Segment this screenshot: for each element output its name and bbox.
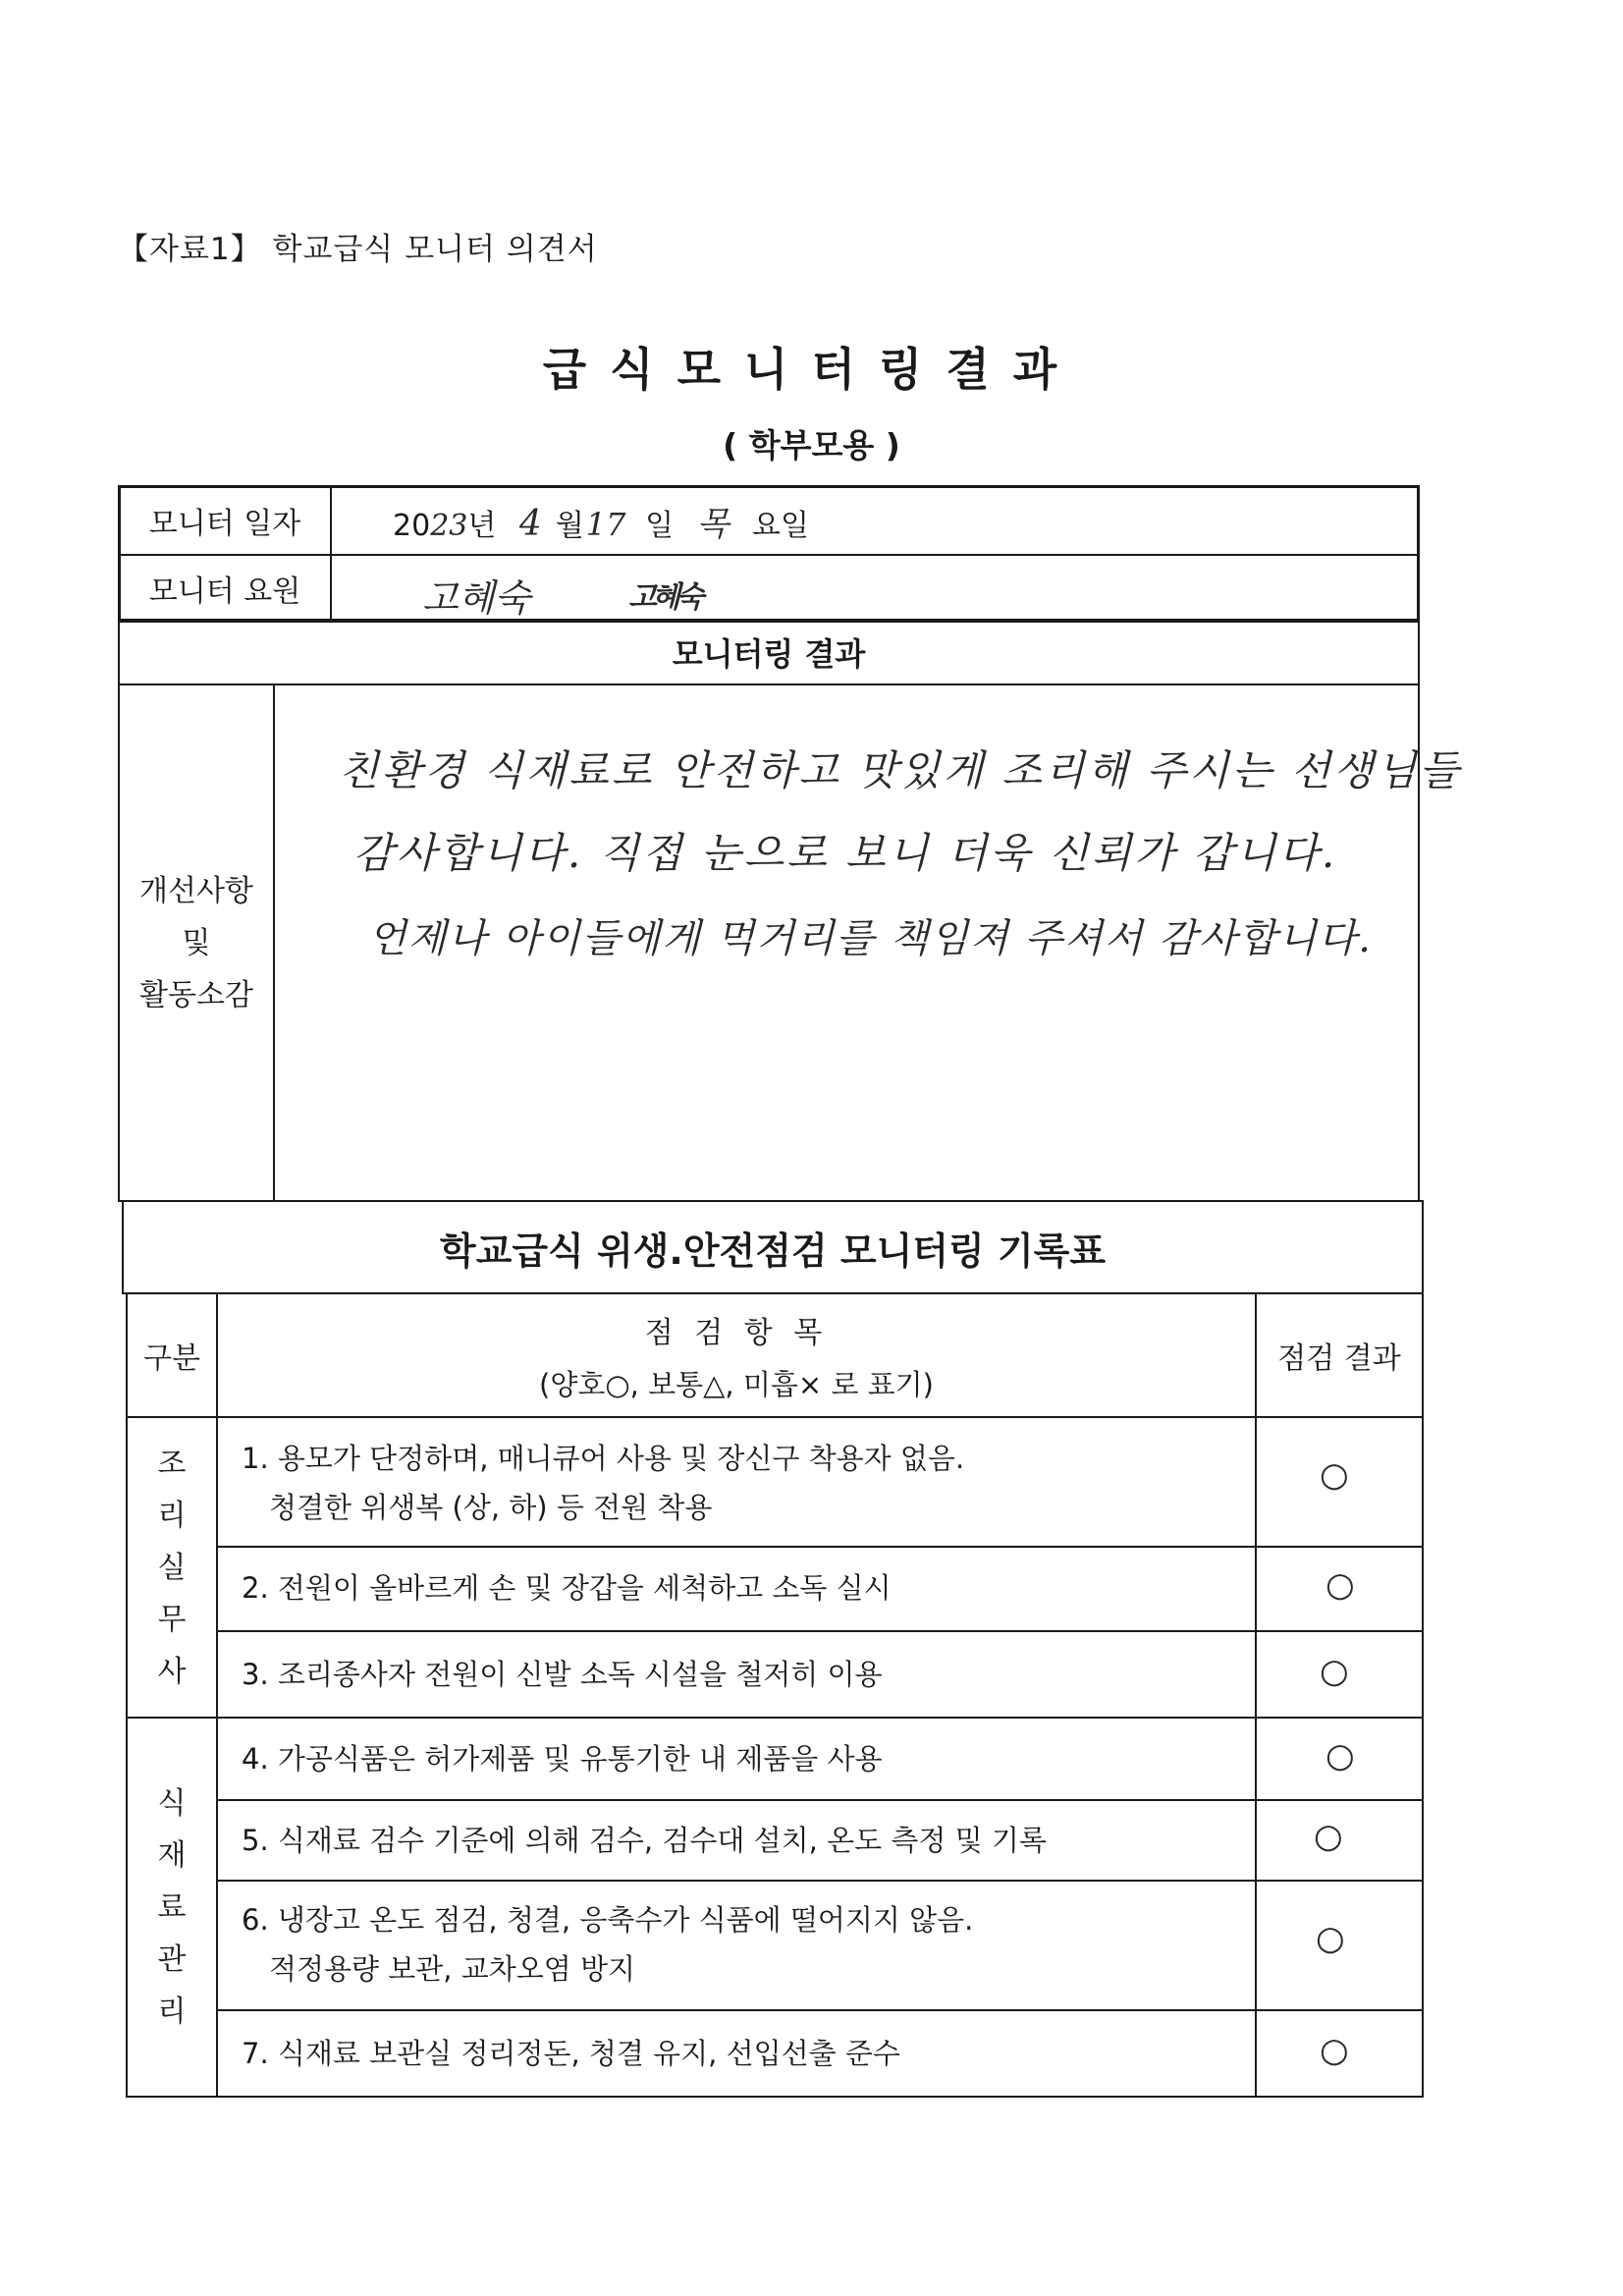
result-cell (1255, 1630, 1424, 1719)
check-mark: ○ (1316, 1919, 1345, 1958)
document-subtitle: ( 학부모용 ) (723, 426, 900, 465)
group-ingredient-char: 재 (157, 1837, 187, 1873)
col-items-header-line1: 점 검 항 목 (644, 1316, 829, 1350)
result-side-label-line1: 개선사항 (139, 873, 253, 908)
item-5-line1: 5. 식재료 검수 기준에 의해 검수, 검수대 설치, 온도 측정 및 기록 (242, 1824, 1047, 1857)
group-ingredient-char: 식 (157, 1785, 187, 1821)
group-ingredient-char: 리 (157, 1994, 187, 2029)
handwriting-line-1: 친환경 식재료로 안전하고 맛있게 조리해 주시는 선생님들 (339, 746, 1462, 794)
handwriting-line-3: 언제나 아이들에게 먹거리를 책임져 주셔서 감사합니다. (368, 916, 1374, 961)
check-mark: ○ (1314, 1817, 1343, 1856)
item-4-line1: 4. 가공식품은 허가제품 및 유통기한 내 제품을 사용 (242, 1742, 883, 1776)
group-ingredient-char: 관 (157, 1941, 187, 1977)
date-weekday-suffix: 요일 (752, 509, 809, 543)
result-cell (1255, 2009, 1424, 2098)
handwriting-line-2: 감사합니다. 직접 눈으로 보니 더욱 신뢰가 갑니다. (353, 829, 1338, 877)
item-1-line2: 청결한 위생복 (상, 하) 등 전원 착용 (269, 1491, 713, 1524)
result-cell (1255, 1799, 1424, 1882)
check-mark: ○ (1325, 1565, 1355, 1605)
table-row (216, 1630, 1257, 1719)
check-mark: ○ (1320, 2031, 1349, 2070)
date-label: 모니터 일자 (118, 485, 332, 556)
date-month: 4 (518, 504, 542, 544)
item-6-line1: 6. 냉장고 온도 점검, 청결, 응축수가 식품에 떨어지지 않음. (242, 1903, 974, 1937)
item-7-line1: 7. 식재료 보관실 정리정돈, 청결 유지, 선입선출 준수 (242, 2037, 900, 2070)
date-value (393, 497, 809, 545)
group-cooking-staff (126, 1416, 218, 1719)
date-year: 23 (430, 509, 468, 543)
table-row (216, 1717, 1257, 1801)
group-cooking-staff-char: 무 (157, 1602, 187, 1637)
item-6-line2: 적정용량 보관, 교차오염 방지 (269, 1952, 636, 1986)
member-seal: 고혜숙 (628, 580, 699, 615)
col-items-header (216, 1292, 1257, 1418)
date-prefix: 20 (393, 509, 431, 543)
item-2-line1: 2. 전원이 올바르게 손 및 장갑을 세척하고 소독 실시 (242, 1571, 892, 1605)
result-cell (1255, 1416, 1424, 1548)
result-side-label-line3: 활동소감 (139, 977, 253, 1012)
result-heading: 모니터링 결과 (118, 619, 1420, 685)
group-ingredient-char: 료 (157, 1889, 187, 1925)
table-row (216, 2009, 1257, 2098)
result-side-label-line2: 및 (182, 925, 211, 960)
group-cooking-staff-char: 실 (157, 1550, 187, 1585)
group-cooking-staff-char: 리 (157, 1498, 187, 1533)
date-day: 17 (585, 506, 626, 543)
document-title: 급식모니터링결과 (542, 343, 1081, 396)
result-side-label (118, 683, 275, 1202)
check-mark: ○ (1325, 1736, 1355, 1776)
result-cell (1255, 1546, 1424, 1632)
date-weekday: 목 (696, 505, 730, 544)
table-row (216, 1880, 1257, 2011)
group-ingredient-management (126, 1717, 218, 2098)
table-row (216, 1546, 1257, 1632)
result-cell (1255, 1880, 1424, 2011)
date-day-suffix: 일 (645, 509, 675, 543)
col-items-header-line2: (양호○, 보통△, 미흡× 로 표기) (539, 1368, 934, 1401)
member-label: 모니터 요원 (118, 554, 332, 623)
table-row (216, 1416, 1257, 1548)
date-month-suffix: 월 (555, 509, 584, 543)
item-3-line1: 3. 조리종사자 전원이 신발 소독 시설을 철저히 이용 (242, 1658, 883, 1691)
group-cooking-staff-char: 사 (157, 1654, 187, 1689)
check-mark: ○ (1320, 1652, 1349, 1691)
group-cooking-staff-char: 조 (157, 1446, 187, 1481)
date-year-suffix: 년 (467, 509, 497, 543)
record-heading: 학교급식 위생.안전점검 모니터링 기록표 (122, 1200, 1424, 1294)
member-name: 고혜숙 (422, 576, 531, 620)
col-result-header: 점검 결과 (1255, 1292, 1424, 1418)
col-category-header: 구분 (126, 1292, 218, 1418)
table-row (216, 1799, 1257, 1882)
result-cell (1255, 1717, 1424, 1801)
item-1-line1: 1. 용모가 단정하며, 매니큐어 사용 및 장신구 착용자 없음. (242, 1442, 965, 1475)
document-caption: 【자료1】 학교급식 모니터 의견서 (118, 232, 598, 267)
check-mark: ○ (1320, 1455, 1349, 1495)
